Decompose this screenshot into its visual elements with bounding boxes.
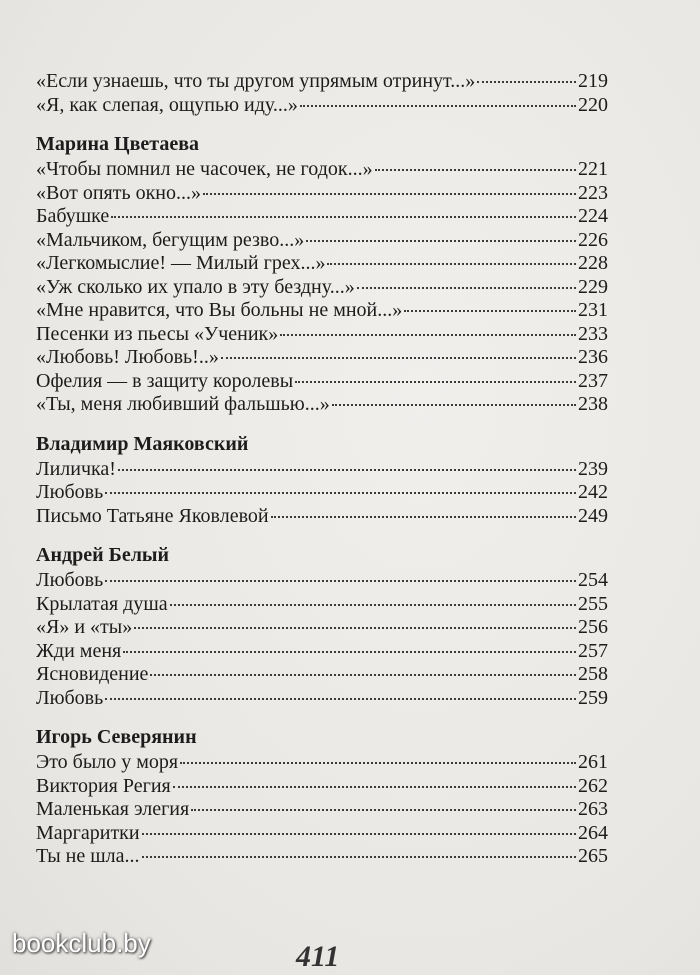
toc-entry xyxy=(36,323,608,347)
entry-title: Бабушке xyxy=(36,205,110,227)
dot-leader xyxy=(105,698,576,700)
author-heading: Марина Цветаева xyxy=(36,133,200,155)
entry-page-number: 229 xyxy=(578,275,608,298)
dot-leader xyxy=(203,193,576,195)
entry-title: «Чтобы помнил не часочек, не годок...» xyxy=(36,158,373,180)
entry-title: «Я» и «ты» xyxy=(36,616,133,638)
entry-title: Песенки из пьесы «Ученик» xyxy=(36,322,279,345)
dot-leader xyxy=(375,169,576,171)
entry-page-number: 256 xyxy=(578,616,608,638)
entry-title: Любовь xyxy=(36,481,104,503)
page-number: 411 xyxy=(296,940,340,973)
entry-page-number: 249 xyxy=(578,504,608,527)
entry-title: Виктория Регия xyxy=(36,774,171,797)
toc-entry xyxy=(36,158,608,182)
dot-leader xyxy=(357,287,576,289)
toc-entry xyxy=(36,593,608,617)
entry-page-number: 226 xyxy=(578,228,608,251)
toc-entry xyxy=(36,798,608,822)
toc-entry xyxy=(36,276,608,300)
toc-entry xyxy=(36,182,608,206)
entry-title: Любовь xyxy=(36,686,104,709)
dot-leader xyxy=(477,81,576,83)
entry-title: «Я, как слепая, ощупью иду...» xyxy=(36,93,298,116)
dot-leader xyxy=(105,580,576,582)
table-of-contents xyxy=(36,70,608,869)
entry-page-number: 219 xyxy=(578,70,608,92)
entry-title: Лиличка! xyxy=(36,457,116,480)
toc-entry xyxy=(36,252,608,276)
entry-title: «Мальчиком, бегущим резво...» xyxy=(36,228,305,251)
dot-leader xyxy=(271,516,576,518)
entry-page-number: 265 xyxy=(578,845,608,867)
entry-title: «Легкомыслие! — Милый грех...» xyxy=(36,252,326,274)
entry-page-number: 221 xyxy=(578,158,608,180)
dot-leader xyxy=(280,334,576,336)
dot-leader xyxy=(300,105,576,107)
entry-title: «Если узнаешь, что ты другом упрямым отринут...» xyxy=(36,70,476,92)
toc-entry xyxy=(36,70,608,94)
toc-entry xyxy=(36,687,608,711)
entry-page-number: 255 xyxy=(578,592,608,615)
entry-title: Письмо Татьяне Яковлевой xyxy=(36,504,269,527)
entry-title: «Уж сколько их упало в эту бездну...» xyxy=(36,275,355,298)
dot-leader xyxy=(306,240,576,242)
toc-entry xyxy=(36,663,608,687)
entry-title: «Мне нравится, что Вы больны не мной...» xyxy=(36,299,403,321)
author-heading: Владимир Маяковский xyxy=(36,432,249,455)
entry-title: Маргаритки xyxy=(36,821,140,844)
dot-leader xyxy=(142,833,576,835)
dot-leader xyxy=(327,263,576,265)
dot-leader xyxy=(150,674,576,676)
entry-page-number: 223 xyxy=(578,181,608,204)
toc-entry xyxy=(36,346,608,370)
dot-leader xyxy=(142,856,577,858)
toc-entry xyxy=(36,205,608,229)
entry-page-number: 237 xyxy=(578,369,608,392)
author-heading: Игорь Северянин xyxy=(36,726,197,748)
dot-leader xyxy=(134,627,576,629)
toc-entry xyxy=(36,640,608,664)
entry-title: «Ты, меня любивший фальшью...» xyxy=(36,393,330,415)
entry-page-number: 254 xyxy=(578,569,608,591)
site-watermark: bookclub.by xyxy=(12,928,151,958)
entry-page-number: 258 xyxy=(578,663,608,685)
toc-entry xyxy=(36,458,608,482)
dot-leader xyxy=(118,469,576,471)
entry-page-number: 236 xyxy=(578,346,608,368)
dot-leader xyxy=(111,216,576,218)
entry-title: «Любовь! Любовь!..» xyxy=(36,346,219,368)
toc-entry xyxy=(36,822,608,846)
toc-entry xyxy=(36,845,608,869)
entry-page-number: 228 xyxy=(578,252,608,274)
entry-page-number: 262 xyxy=(578,774,608,797)
dot-leader xyxy=(173,786,576,788)
entry-page-number: 220 xyxy=(578,93,608,116)
dot-leader xyxy=(404,310,576,312)
entry-title: Это было у моря xyxy=(36,751,179,773)
entry-page-number: 264 xyxy=(578,821,608,844)
entry-title: «Вот опять окно...» xyxy=(36,181,201,204)
dot-leader xyxy=(170,604,576,606)
toc-entry xyxy=(36,370,608,394)
entry-page-number: 242 xyxy=(578,481,608,503)
entry-page-number: 257 xyxy=(578,639,608,662)
entry-page-number: 233 xyxy=(578,322,608,345)
dot-leader xyxy=(191,809,576,811)
toc-entry xyxy=(36,481,608,505)
entry-title: Крылатая душа xyxy=(36,592,168,615)
entry-title: Ясновидение xyxy=(36,663,149,685)
entry-page-number: 239 xyxy=(578,457,608,480)
entry-page-number: 261 xyxy=(578,751,608,773)
entry-title: Маленькая элегия xyxy=(36,798,190,820)
toc-entry xyxy=(36,751,608,775)
toc-entry xyxy=(36,299,608,323)
entry-page-number: 259 xyxy=(578,686,608,709)
dot-leader xyxy=(221,357,576,359)
toc-entry xyxy=(36,393,608,417)
entry-page-number: 224 xyxy=(578,205,608,227)
dot-leader xyxy=(123,651,576,653)
entry-page-number: 231 xyxy=(578,299,608,321)
dot-leader xyxy=(332,404,576,406)
toc-entry xyxy=(36,569,608,593)
entry-page-number: 238 xyxy=(578,393,608,415)
entry-title: Офелия — в защиту королевы xyxy=(36,369,294,392)
entry-page-number: 263 xyxy=(578,798,608,820)
toc-entry xyxy=(36,229,608,253)
dot-leader xyxy=(295,381,576,383)
toc-entry xyxy=(36,505,608,529)
toc-entry xyxy=(36,616,608,640)
entry-title: Жди меня xyxy=(36,639,122,662)
dot-leader xyxy=(180,762,576,764)
dot-leader xyxy=(105,492,576,494)
author-heading: Андрей Белый xyxy=(36,544,170,566)
toc-entry xyxy=(36,775,608,799)
entry-title: Ты не шла... xyxy=(36,845,140,867)
toc-entry xyxy=(36,94,608,118)
entry-title: Любовь xyxy=(36,569,104,591)
